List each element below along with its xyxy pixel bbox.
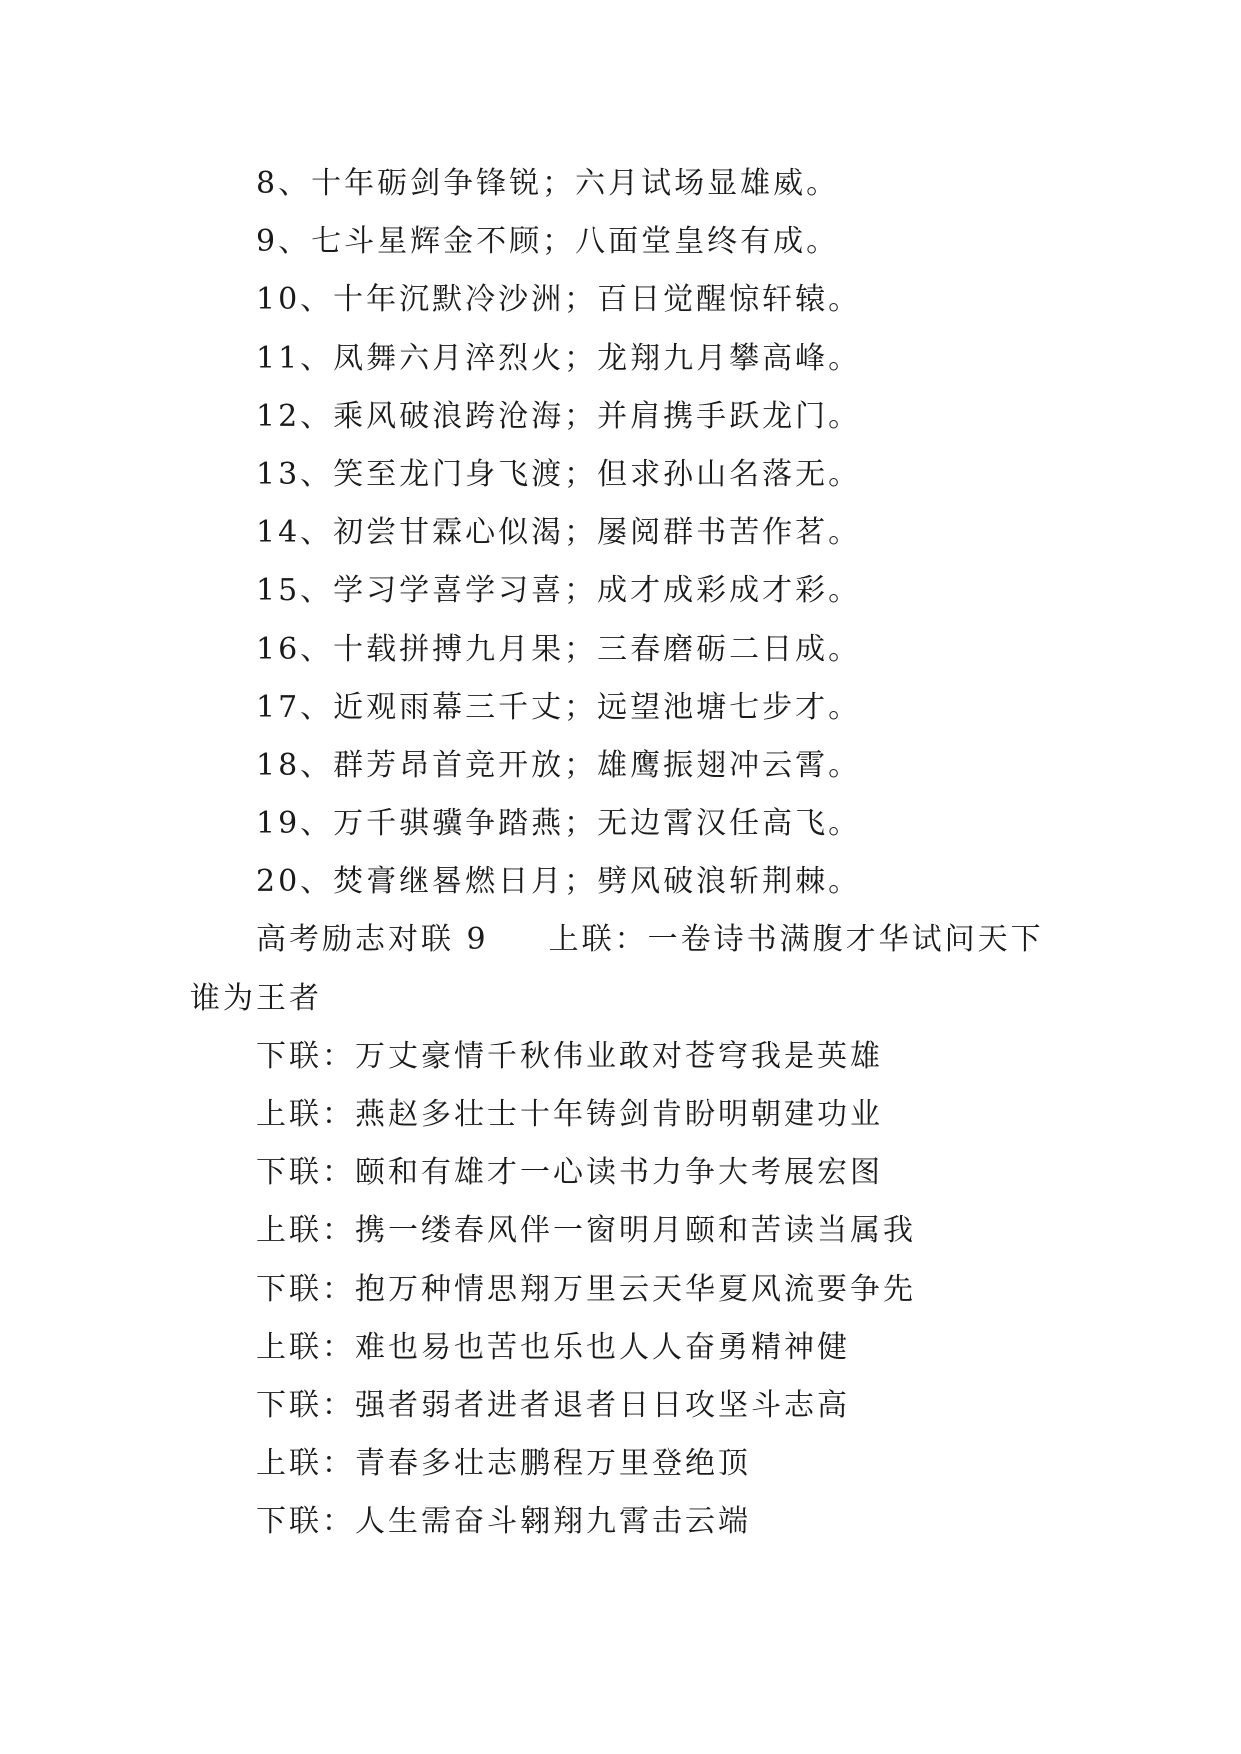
section-heading: 高考励志对联 9 <box>256 922 489 958</box>
couplet-line: 12、乘风破浪跨沧海；并肩携手跃龙门。 <box>256 398 862 434</box>
pair-line: 上联：燕赵多壮士十年铸剑肯盼明朝建功业 <box>256 1097 883 1132</box>
couplet-line: 15、学习学喜学习喜；成才成彩成才彩。 <box>256 573 862 609</box>
pair-line: 下联：万丈豪情千秋伟业敢对苍穹我是英雄 <box>256 1038 883 1074</box>
couplet-line: 8、十年砺剑争锋锐；六月试场显雄威。 <box>256 166 840 201</box>
couplet-line: 16、十载拼搏九月果；三春磨砺二日成。 <box>256 631 862 667</box>
pair-line: 下联：强者弱者进者退者日日攻坚斗志高 <box>256 1387 850 1423</box>
first-upper-line-continuation: 谁为王者 <box>190 980 322 1016</box>
couplet-line: 10、十年沉默冷沙洲；百日觉醒惊轩辕。 <box>256 282 862 318</box>
couplet-line: 9、七斗星辉金不顾；八面堂皇终有成。 <box>256 224 840 260</box>
couplet-line: 19、万千骐骥争踏燕；无边霄汉任高飞。 <box>256 806 862 842</box>
document-body <box>190 155 1060 1552</box>
couplet-line: 11、凤舞六月淬烈火；龙翔九月攀高峰。 <box>256 340 862 376</box>
couplet-line: 13、笑至龙门身飞渡；但求孙山名落无。 <box>256 456 862 492</box>
pair-line: 下联：抱万种情思翔万里云天华夏风流要争先 <box>256 1271 916 1307</box>
pair-line: 上联：青春多壮志鹏程万里登绝顶 <box>256 1446 751 1482</box>
pair-line: 下联：颐和有雄才一心读书力争大考展宏图 <box>256 1155 883 1191</box>
couplet-line: 14、初尝甘霖心似渴；屡阅群书苦作茗。 <box>256 515 862 551</box>
couplet-line: 17、近观雨幕三千丈；远望池塘七步才。 <box>256 689 862 725</box>
pair-line: 上联：难也易也苦也乐也人人奋勇精神健 <box>256 1329 850 1365</box>
first-upper-line: 上联：一卷诗书满腹才华试问天下 <box>548 922 1044 958</box>
section-heading-line <box>190 911 1060 969</box>
pair-line: 下联：人生需奋斗翱翔九霄击云端 <box>256 1504 751 1540</box>
pair-line: 上联：携一缕春风伴一窗明月颐和苦读当属我 <box>256 1213 916 1249</box>
couplet-line: 20、焚膏继晷燃日月；劈风破浪斩荆棘。 <box>256 864 862 900</box>
couplet-line: 18、群芳昂首竞开放；雄鹰振翅冲云霄。 <box>256 747 862 783</box>
